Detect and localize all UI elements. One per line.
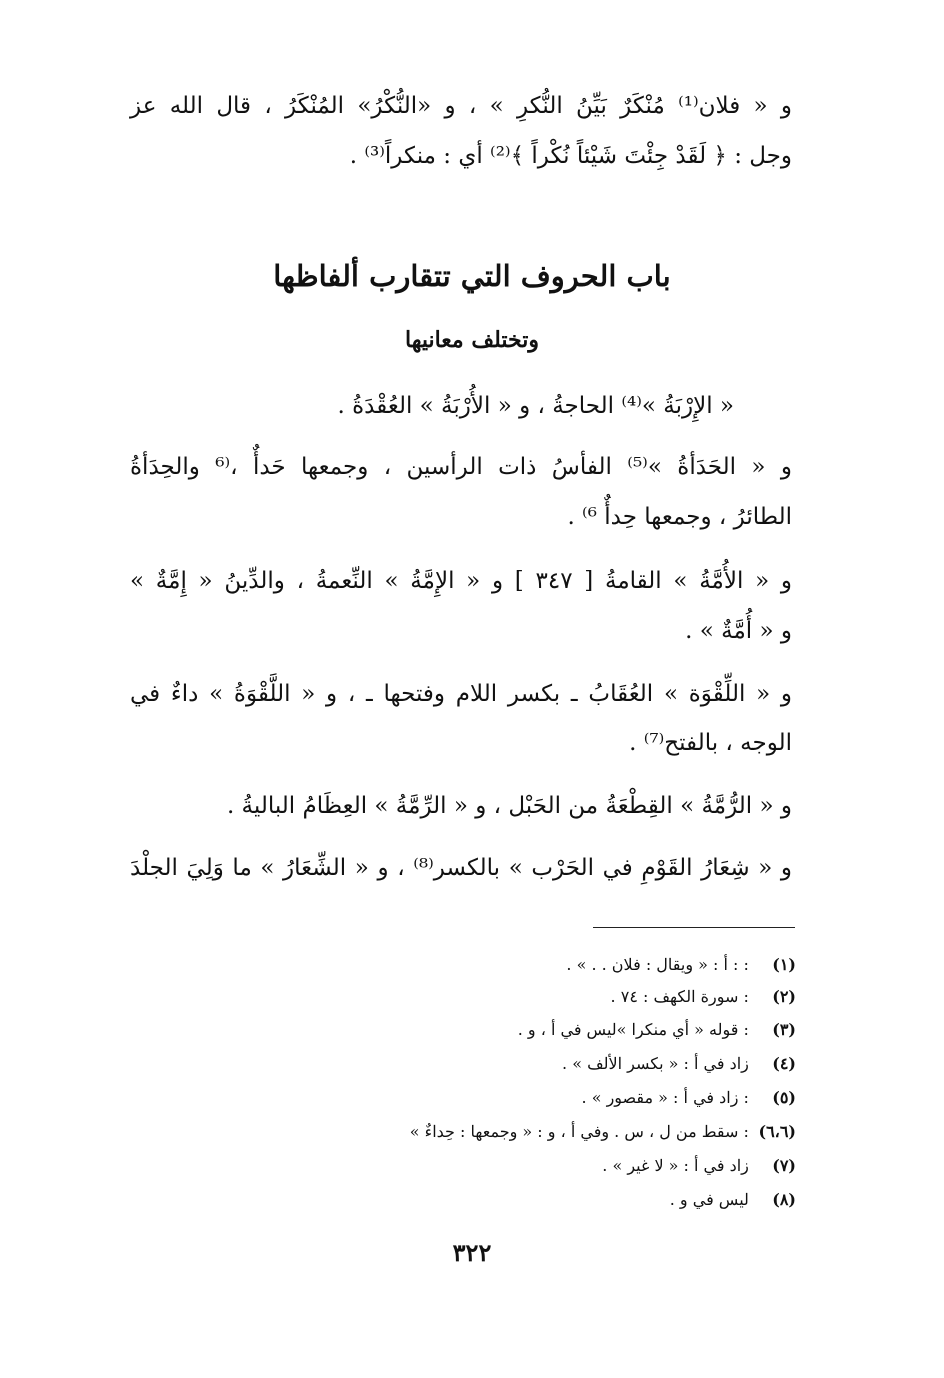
footnote-number: (١): [772, 955, 796, 974]
entry-line: و « الحَدَأةُ »⁽⁵⁾ الفأسُ ذات الرأسين ، وجمعها حَدأٌ ،⁽⁶ والحِدَأةُ: [130, 454, 792, 480]
footnote: [136, 1183, 796, 1217]
section-subtitle: وتختلف معانيها: [404, 327, 539, 353]
footnote-text: زاد في أ : « بكسر الألف » .: [562, 1054, 749, 1073]
entry-line: و « أُمَّةٌ » .: [685, 618, 792, 644]
footnote: [136, 1115, 796, 1149]
text-line: و « فلان⁽¹⁾ مُنْكَرٌ بَيِّنُ النُّكرِ » ، و «النُّكْرُ» المُنْكَرُ ، قال الله عز: [130, 93, 792, 119]
entry-line: و « الأُمَّةُ » القامةُ [ ٣٤٧ ] و « الإِمَّةُ » النِّعمةُ ، والدِّينُ « إِمَّةٌ »: [130, 568, 792, 594]
footnote-text: : سورة الكهف : ٧٤ .: [610, 987, 749, 1006]
footnote: [136, 980, 796, 1014]
footnote-text: : قوله « أي منكرا »ليس في أ ، و .: [517, 1020, 749, 1039]
footnote: [136, 948, 796, 982]
entry-line: الوجه ، بالفتح⁽⁷⁾ .: [629, 730, 792, 756]
footnote: [136, 1047, 796, 1081]
footnote-text: ليس في و .: [669, 1190, 749, 1209]
footnote-divider: [593, 927, 795, 928]
footnote-number: (٧): [772, 1156, 796, 1175]
footnote-number: (٦،٦): [758, 1122, 796, 1141]
footnote-text: زاد في أ : « لا غير » .: [602, 1156, 749, 1175]
footnote-number: (٤): [772, 1054, 796, 1073]
footnote-number: (٢): [772, 987, 796, 1006]
entry-line: و « اللِّقْوَة » العُقَابُ ـ بكسر اللام وفتحها ـ ، و « اللَّقْوَةُ » داءٌ في: [130, 681, 792, 707]
footnote-number: (٥): [772, 1088, 796, 1107]
footnote-text: : سقط من ل ، س . وفي أ ، و : « وجمعها : حِداءٌ »: [409, 1122, 749, 1141]
page-number: ٣٢٢: [452, 1238, 492, 1267]
text-line: وجل : ﴿ لَقَدْ جِئْتَ شَيْئاً نُكْراً ﴾⁽²⁾ أي : منكراً⁽³⁾ .: [349, 143, 792, 169]
footnote-number: (٨): [772, 1190, 796, 1209]
footnote: [136, 1081, 796, 1115]
footnote: [136, 1013, 796, 1047]
footnote-text: : : أ : « ويقال : فلان . . » .: [566, 955, 749, 974]
entry-line: و « الرُّمَّةُ » القِطْعَةُ من الحَبْل ، و « الرِّمَّةُ » العِظَامُ الباليةُ .: [226, 793, 792, 819]
entry-line: « الإِرْبَةُ »⁽⁴⁾ الحاجةُ ، و « الأُرْبَةُ » العُقْدَةُ .: [337, 393, 734, 419]
footnote-number: (٣): [772, 1020, 796, 1039]
section-title: باب الحروف التي تتقارب ألفاظها: [273, 259, 671, 293]
footnote-text: : زاد في أ : « مقصور » .: [581, 1088, 749, 1107]
entry-line: الطائرُ ، وجمعها حِدأٌ ⁶⁾ .: [567, 504, 792, 530]
entry-line: و « شِعَارُ القَوْمِ في الحَرْب » بالكسر⁽⁸⁾ ، و « الشِّعَارُ » ما وَلِيَ الجلْدَ: [130, 855, 792, 881]
footnote: [136, 1149, 796, 1183]
